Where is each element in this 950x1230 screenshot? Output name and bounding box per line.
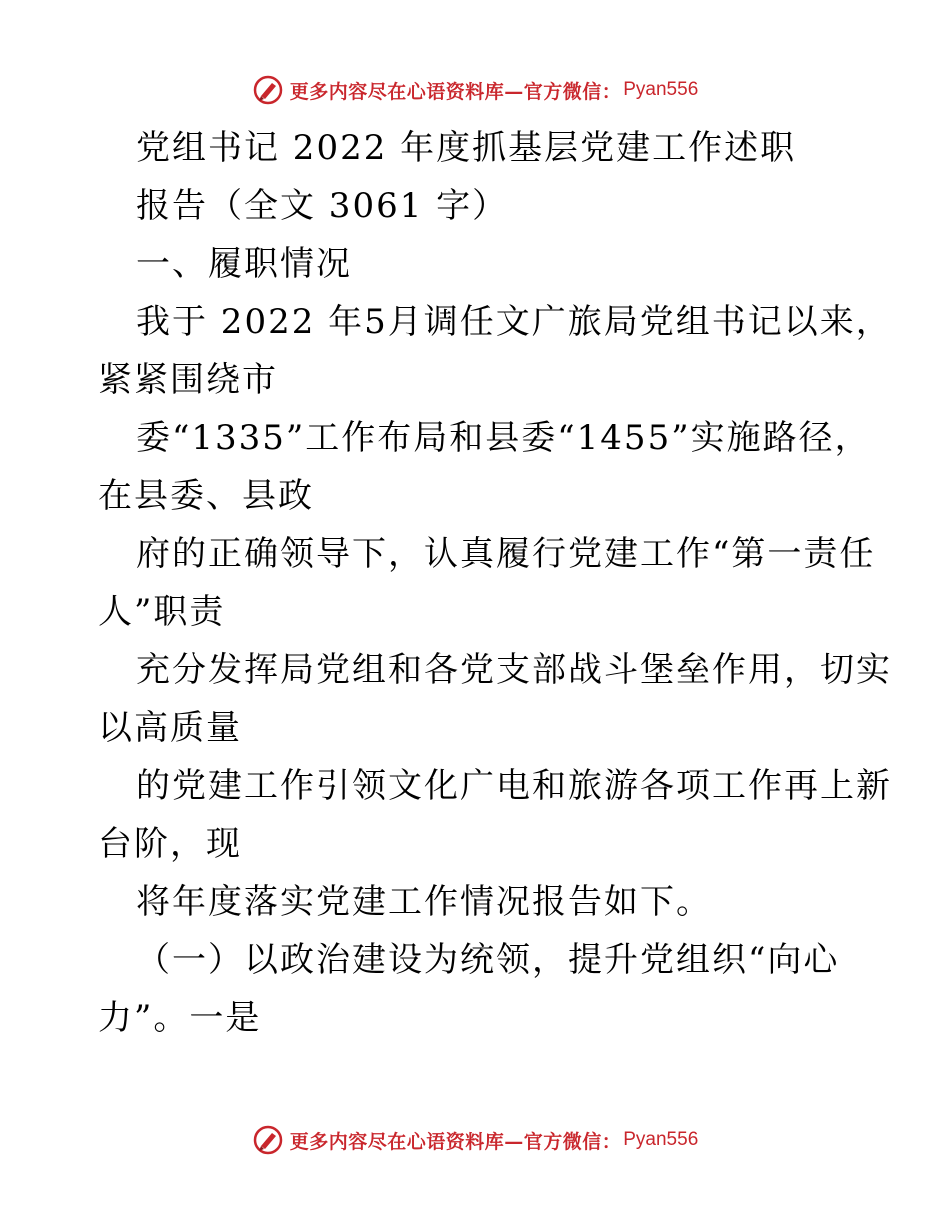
paragraph-line: 紧紧围绕市 bbox=[98, 360, 278, 400]
paragraph-line: 以高质量 bbox=[98, 708, 242, 748]
watermark-footer bbox=[0, 1120, 950, 1160]
paragraph-line: 人”职责 bbox=[98, 592, 226, 632]
pen-logo-icon bbox=[252, 1124, 284, 1156]
watermark-header bbox=[0, 70, 950, 110]
watermark-text: 更多内容尽在心语资料库—官方微信： bbox=[289, 80, 622, 103]
paragraph-line: 充分发挥局党组和各党支部战斗堡垒作用，切实 bbox=[136, 650, 892, 690]
paragraph-line: 府的正确领导下，认真履行党建工作“第一责任 bbox=[136, 534, 876, 574]
watermark-text: 更多内容尽在心语资料库—官方微信： bbox=[289, 1130, 622, 1153]
paragraph-line: 委“1335”工作布局和县委“1455”实施路径， bbox=[136, 418, 871, 458]
paragraph-line: 我于 2022 年5月调任文广旅局党组书记以来， bbox=[136, 302, 892, 342]
document-title-line-1: 党组书记 2022 年度抓基层党建工作述职 bbox=[136, 128, 797, 168]
paragraph-line: 将年度落实党建工作情况报告如下。 bbox=[136, 882, 712, 922]
pen-logo-icon bbox=[252, 74, 284, 106]
section-heading: 一、履职情况 bbox=[136, 244, 352, 284]
subsection-heading: （一）以政治建设为统领，提升党组织“向心 bbox=[136, 940, 840, 980]
paragraph-line: 力”。一是 bbox=[98, 998, 262, 1038]
paragraph-line: 在县委、县政 bbox=[98, 476, 314, 516]
paragraph-line: 台阶，现 bbox=[98, 824, 242, 864]
watermark-wechat-id: Pyan556 bbox=[623, 79, 699, 100]
watermark-wechat-id: Pyan556 bbox=[623, 1129, 699, 1150]
document-title-line-2: 报告（全文 3061 字） bbox=[136, 186, 509, 226]
paragraph-line: 的党建工作引领文化广电和旅游各项工作再上新 bbox=[136, 766, 892, 806]
